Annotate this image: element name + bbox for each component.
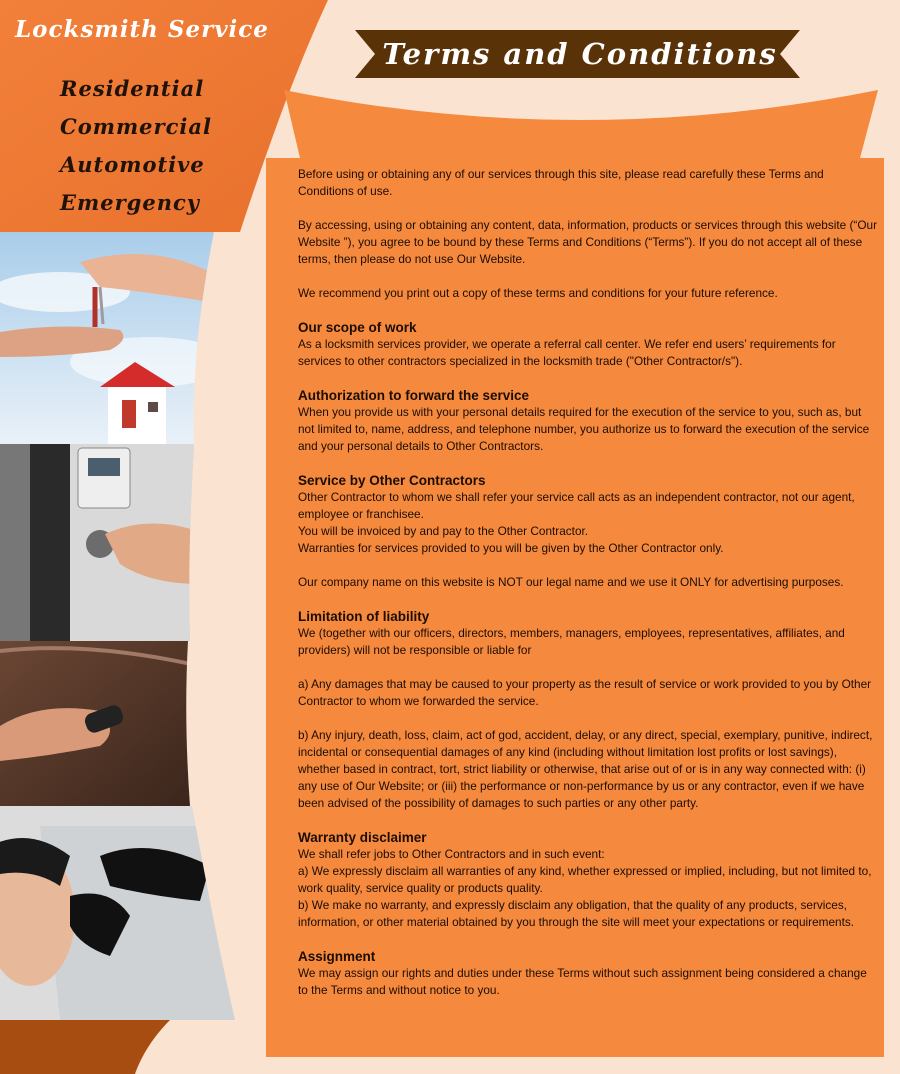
liability-item-a: a) Any damages that may be caused to your property as the result of service or work provided to you by Other Contractor to whom we forwarded the service. <box>298 677 872 708</box>
section-text: We shall refer jobs to Other Contractors and in such event: <box>298 847 605 861</box>
section-text: We (together with our officers, directors, members, managers, employees, representatives, affiliates, and providers) will not be responsible or liable for <box>298 626 845 657</box>
section-text: Other Contractor to whom we shall refer your service call acts as an independent contractor, not our agent, employee or franchisee. <box>298 490 855 521</box>
liability-item-b: b) Any injury, death, loss, claim, act of god, accident, delay, or any direct, special, exemplary, punitive, indirect, incidental or consequential damages of any kind (including without limitation lost profits or lost savings), whether based in contract, tort, strict liability or otherwise, that arise out of or is in any way connected with: (i) any use of Our Website; or (iii) the performance or non-performance by us or any contractor, even if we have been advised of the possibility of damages to such parties or any other party. <box>298 728 873 810</box>
intro-paragraph: Before using or obtaining any of our services through this site, please read carefully these Terms and Conditions of use. <box>298 167 824 198</box>
company-note: Our company name on this website is NOT our legal name and we use it ONLY for advertising purposes. <box>298 575 844 589</box>
service-item-automotive[interactable]: Automotive <box>60 152 205 177</box>
section-authorization <box>298 387 878 455</box>
section-heading: Assignment <box>298 949 376 964</box>
section-text: When you provide us with your personal details required for the execution of the service to you, such as, but not limited to, name, address, and telephone number, you authorize us to forward the execution of the service and your personal details to Other Contractors. <box>298 405 870 453</box>
section-other-contractors <box>298 472 878 557</box>
intro-paragraph: We recommend you print out a copy of these terms and conditions for your future reference. <box>298 286 778 300</box>
content-header-curve <box>284 90 878 158</box>
section-heading: Service by Other Contractors <box>298 473 486 488</box>
terms-content <box>298 166 878 1016</box>
section-liability <box>298 608 878 659</box>
service-item-commercial[interactable]: Commercial <box>60 114 212 139</box>
sidebar-bottom-band <box>0 1020 170 1074</box>
intro-paragraph: By accessing, using or obtaining any content, data, information, products or services through this website (“Our Website ”), you agree to be bound by these Terms and Conditions (“Terms”). If you do not accept all of these terms, then please do not use Our Website. <box>298 218 877 266</box>
section-text: b) We make no warranty, and expressly disclaim any obligation, that the quality of any products, services, information, or other material obtained by you through the site will meet your expectations or requirements. <box>298 898 855 929</box>
section-warranty <box>298 829 878 931</box>
service-item-residential[interactable]: Residential <box>60 76 205 101</box>
section-heading: Our scope of work <box>298 320 417 335</box>
section-text: You will be invoiced by and pay to the Other Contractor. <box>298 524 589 538</box>
service-item-emergency[interactable]: Emergency <box>60 190 200 215</box>
page-title: Terms and Conditions <box>382 37 778 71</box>
house-wall <box>108 387 166 444</box>
service-list <box>60 70 212 222</box>
section-text: As a locksmith services provider, we operate a referral call center. We refer end users’ requirements for services to other contractors specialized in the locksmith trade ("Other Contractor/s"). <box>298 337 836 368</box>
section-heading: Authorization to forward the service <box>298 388 530 403</box>
section-text: We may assign our rights and duties under these Terms without such assignment being considered a change to the Terms and without notice to you. <box>298 966 867 997</box>
section-assignment <box>298 948 878 999</box>
section-scope <box>298 319 878 370</box>
section-text: a) We expressly disclaim all warranties of any kind, whether expressed or implied, including, but not limited to, work quality, service quality or products quality. <box>298 864 872 895</box>
section-heading: Warranty disclaimer <box>298 830 427 845</box>
section-heading: Limitation of liability <box>298 609 430 624</box>
section-text: Warranties for services provided to you will be given by the Other Contractor only. <box>298 541 724 555</box>
sidebar-title: Locksmith Service <box>15 16 269 43</box>
